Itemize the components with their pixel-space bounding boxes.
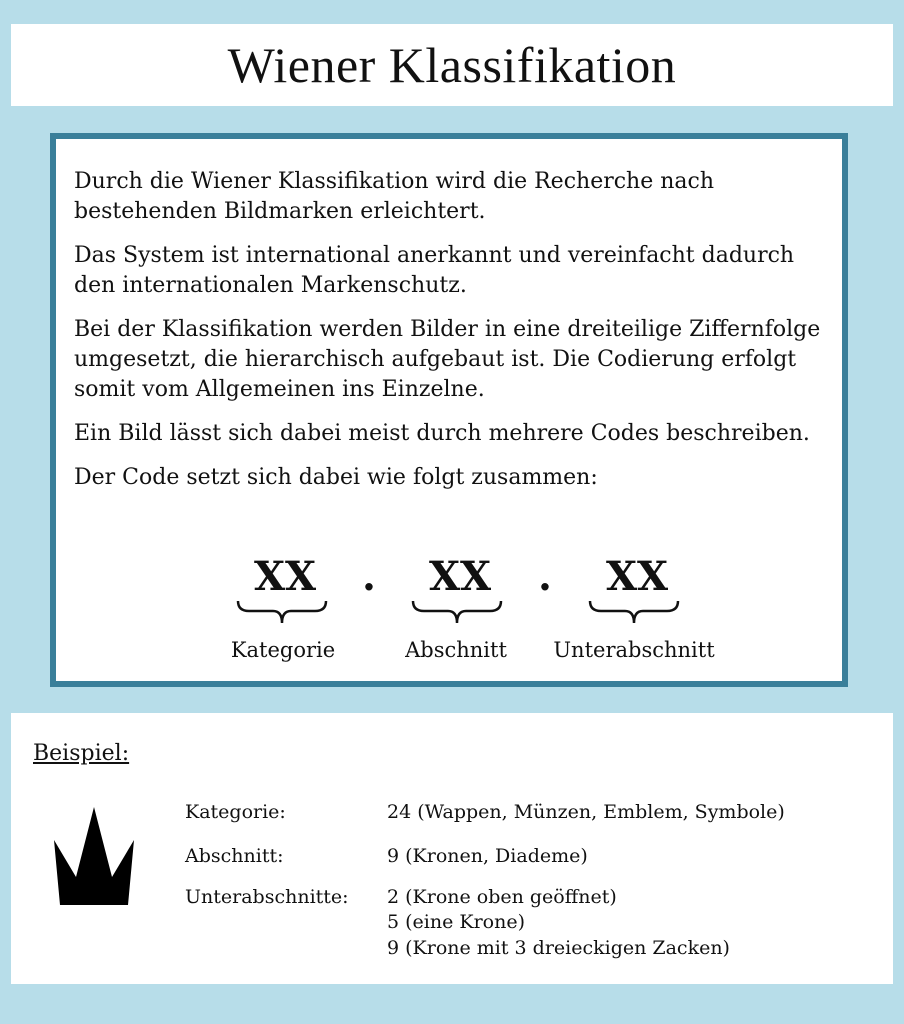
intro-paragraph-4: Ein Bild lässt sich dabei meist durch mehrere Codes beschreiben. — [74, 421, 810, 446]
code-segment-unterabschnitt: XX — [605, 553, 669, 600]
code-separator-2: . — [538, 553, 552, 600]
code-separator-1: . — [362, 553, 376, 600]
page-title: Wiener Klassifikation — [227, 37, 677, 93]
code-label-unterabschnitt: Unterabschnitt — [553, 638, 715, 662]
intro-paragraph-3: Bei der Klassifikation werden Bilder in eine dreiteilige Ziffernfolge umgesetzt, die hierarchisch aufgebaut ist. Die Codierung erfolgt somit vom Allgemeinen ins Einzelne. — [74, 317, 821, 402]
example-row-label-abschnitt: Abschnitt: — [185, 845, 284, 867]
example-row-value-unterabschnitt-2: 5 (eine Krone) — [387, 911, 525, 933]
code-label-abschnitt: Abschnitt — [405, 638, 507, 662]
code-segment-kategorie: XX — [253, 553, 317, 600]
example-panel — [11, 713, 893, 984]
example-row-value-abschnitt: 9 (Kronen, Diademe) — [387, 845, 588, 867]
example-heading: Beispiel: — [33, 741, 130, 766]
brace-unterabschnitt — [587, 599, 681, 629]
example-row-label-kategorie: Kategorie: — [185, 801, 286, 823]
intro-paragraph-1: Durch die Wiener Klassifikation wird die Recherche nach bestehenden Bildmarken erleichtert. — [74, 169, 715, 224]
crown-icon — [52, 805, 136, 907]
example-row-value-unterabschnitt-3: 9 (Krone mit 3 dreieckigen Zacken) — [387, 937, 730, 959]
example-row-value-unterabschnitt-1: 2 (Krone oben geöffnet) — [387, 886, 617, 908]
example-row-value-kategorie: 24 (Wappen, Münzen, Emblem, Symbole) — [387, 801, 785, 823]
intro-paragraph-2: Das System ist international anerkannt und vereinfacht dadurch den internationalen Markenschutz. — [74, 243, 795, 298]
intro-paragraph-5: Der Code setzt sich dabei wie folgt zusammen: — [74, 465, 598, 490]
brace-kategorie — [235, 599, 329, 629]
title-banner — [11, 24, 893, 106]
example-row-label-unterabschnitte: Unterabschnitte: — [185, 886, 349, 908]
info-panel — [50, 133, 848, 687]
code-label-kategorie: Kategorie — [230, 638, 336, 662]
code-segment-abschnitt: XX — [428, 553, 492, 600]
brace-abschnitt — [410, 599, 504, 629]
